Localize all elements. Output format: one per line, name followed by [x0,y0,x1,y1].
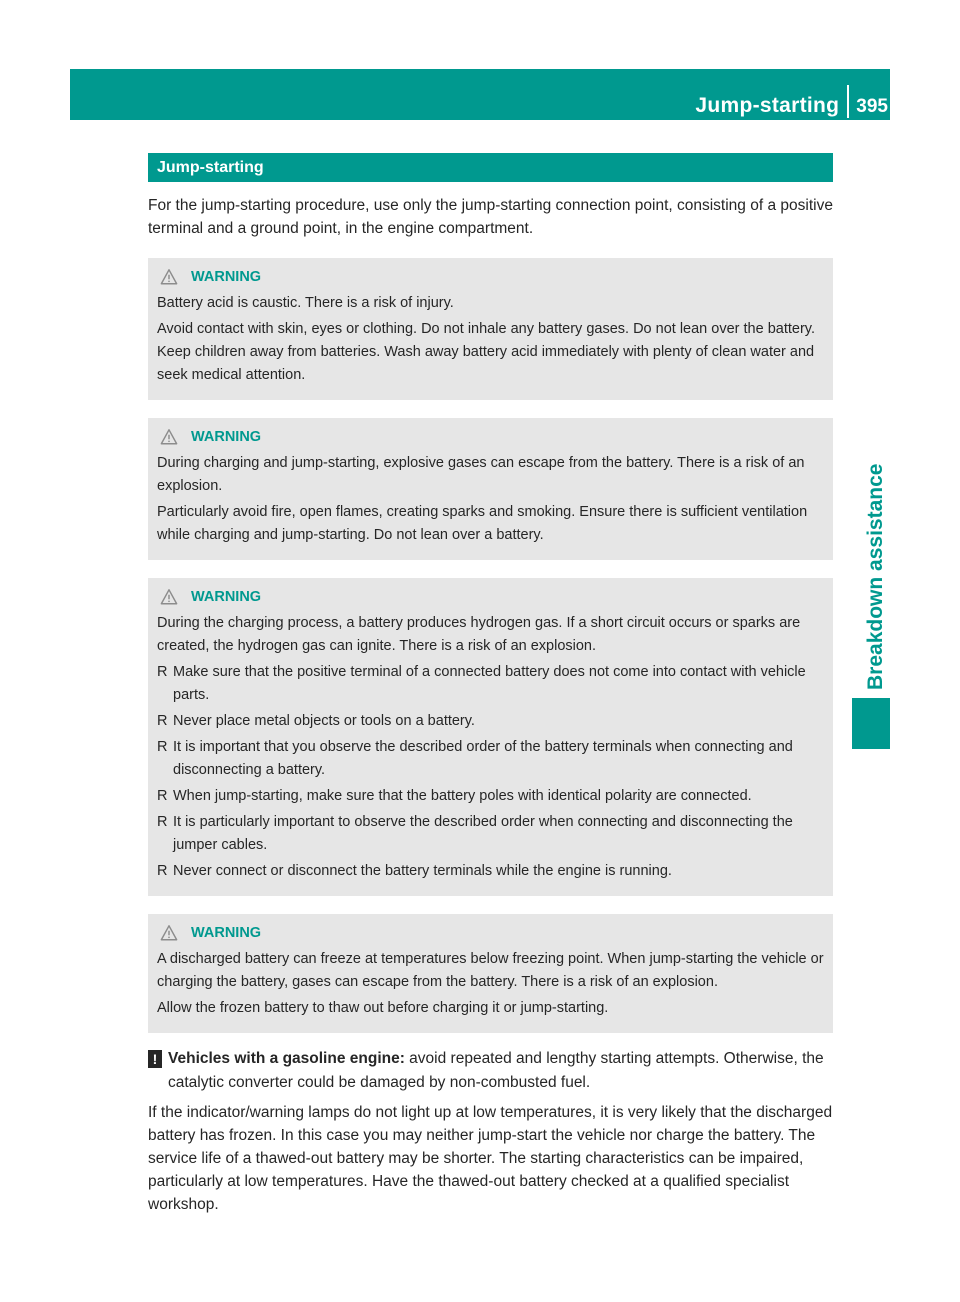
list-item [157,661,824,707]
warning-triangle-icon [160,588,178,606]
caution-note [148,1047,833,1095]
list-item [157,710,824,733]
closing-paragraph: If the indicator/warning lamps do not light up at low temperatures, it is very likely that the discharged battery has frozen. In this case you may neither jump-start the vehicle nor charge the battery. The service life of a thawed-out battery may be shorter. The starting characteristics can be impaired, particularly at low temperatures. Have the thawed-out battery checked at a qualified specialist workshop. [148,1104,833,1213]
bullet-icon: R [157,863,168,879]
exclamation-icon: ! [148,1050,162,1068]
header-divider [847,85,849,118]
warning-heading [157,922,824,944]
warning-paragraph: During charging and jump-starting, explosive gases can escape from the battery. There is a risk of an explosion. [157,455,805,494]
warning-paragraph: Battery acid is caustic. There is a risk of injury. [157,295,454,311]
list-item-text: It is particularly important to observe the described order when connecting and disconnecting the jumper cables. [173,814,793,853]
list-item-text: Never connect or disconnect the battery terminals while the engine is running. [173,863,672,879]
warning-label: WARNING [191,925,262,941]
chapter-label: Breakdown assistance [864,463,887,690]
list-item [157,811,824,857]
warning-label: WARNING [191,589,262,605]
warning-bullet-list [157,661,824,883]
page-number: 395 [856,96,888,117]
list-item [157,736,824,782]
warning-triangle-icon [160,428,178,446]
warning-paragraph: Avoid contact with skin, eyes or clothing. Do not inhale any battery gases. Do not lean over the battery. Keep children away from batteries. Wash away battery acid immediately with plenty of clean water and seek medical attention. [157,321,815,383]
bullet-icon: R [157,788,168,804]
list-item [157,860,824,883]
warning-box-4 [148,914,833,1033]
warning-paragraph: A discharged battery can freeze at temperatures below freezing point. When jump-starting the vehicle or charging the battery, gases can escape from the battery. There is a risk of an explosion. [157,951,824,990]
warning-heading [157,426,824,448]
chapter-tab [862,150,890,690]
bullet-icon: R [157,713,168,729]
bullet-icon: R [157,814,168,830]
warning-box-2 [148,418,833,560]
section-heading: Jump-starting [148,153,833,182]
warning-triangle-icon [160,268,178,286]
running-header-title: Jump-starting [695,94,840,117]
list-item-text: When jump-starting, make sure that the battery poles with identical polarity are connected. [173,788,752,804]
list-item [157,785,824,808]
bullet-icon: R [157,739,168,755]
list-item-text: It is important that you observe the described order of the battery terminals when connecting and disconnecting a battery. [173,739,793,778]
bullet-icon: R [157,664,168,680]
list-item-text: Never place metal objects or tools on a battery. [173,713,475,729]
warning-paragraph: Particularly avoid fire, open flames, creating sparks and smoking. Ensure there is sufficient ventilation while charging and jump-starting. Do not lean over a battery. [157,504,808,543]
note-lead: Vehicles with a gasoline engine: [168,1050,405,1067]
page-content [148,153,833,1216]
chapter-marker-block [852,698,890,749]
warning-box-1 [148,258,833,400]
warning-heading [157,266,824,288]
list-item-text: Make sure that the positive terminal of a connected battery does not come into contact with vehicle parts. [173,664,806,703]
warning-label: WARNING [191,269,262,285]
warning-triangle-icon [160,924,178,942]
warning-label: WARNING [191,429,262,445]
note-text: avoid repeated and lengthy starting attempts. Otherwise, the catalytic converter could be damaged by non-combusted fuel. [168,1050,824,1091]
intro-paragraph: For the jump-starting procedure, use only the jump-starting connection point, consisting of a positive terminal and a ground point, in the engine compartment. [148,197,833,237]
warning-paragraph: Allow the frozen battery to thaw out before charging it or jump-starting. [157,1000,609,1016]
warning-heading [157,586,824,608]
running-header [695,88,888,118]
warning-paragraph: During the charging process, a battery produces hydrogen gas. If a short circuit occurs or sparks are created, the hydrogen gas can ignite. There is a risk of an explosion. [157,615,801,654]
warning-box-3 [148,578,833,896]
